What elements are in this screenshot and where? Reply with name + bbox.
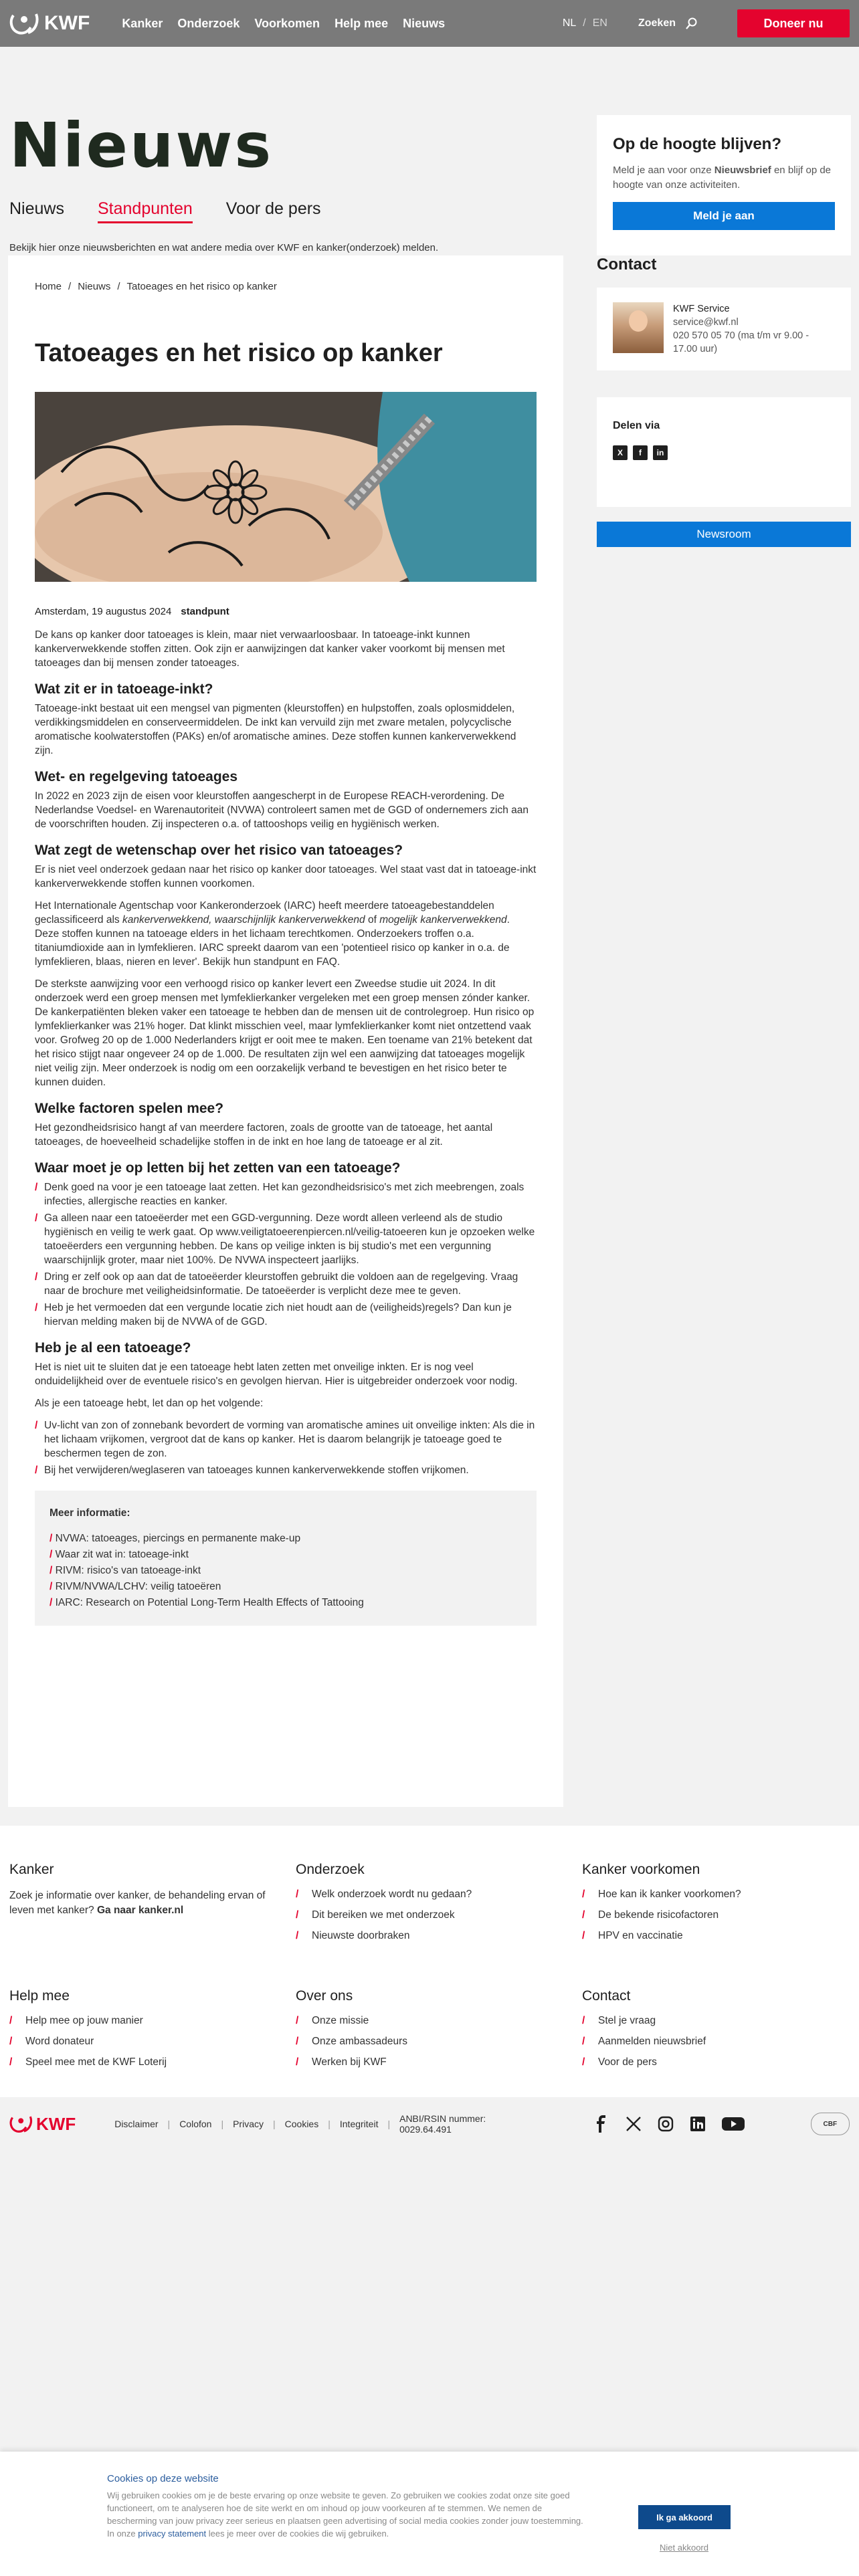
more-info-item <box>50 1531 522 1547</box>
cookie-text <box>107 2489 589 2540</box>
footer <box>0 1826 859 2097</box>
link-privacy[interactable]: Privacy <box>233 2119 264 2129</box>
more-info-link[interactable]: tatoeages, piercings en permanente make-up <box>92 1533 301 1544</box>
text-italic: mogelijk kankerverwekkend <box>379 914 507 926</box>
list-item: / Denk goed na voor je een tatoeage laat zetten. Het kan gezondheidsrisico's met zich meebrengen, zoals infecties, allergische reacties en kanker. <box>35 1180 537 1208</box>
list-heb-je <box>35 1418 537 1477</box>
list-item <box>35 1211 537 1267</box>
link-nvwa-inspecteert[interactable]: De NVWA inspecteert jaarlijks <box>219 1255 357 1266</box>
text: of de <box>212 1316 242 1327</box>
lang-en[interactable]: EN <box>592 17 607 29</box>
text-italic: kankerverwekkend, waarschijnlijk kankerverwekkend <box>122 914 365 926</box>
footer-col-onderzoek <box>296 1862 582 1951</box>
newsletter-link[interactable]: Nieuwsbrief <box>714 165 771 176</box>
newsletter-text-post: en blijf op de hoogte van onze activiteiten. <box>613 165 832 191</box>
footer-heading: Help mee <box>9 1988 70 2004</box>
footer-link[interactable]: / Onze ambassadeurs <box>296 2036 582 2048</box>
more-info-label: NVWA: <box>55 1533 92 1544</box>
kwf-logo-icon <box>9 10 40 37</box>
lang-separator: / <box>583 17 586 29</box>
article-title: Tatoeages en het risico op kanker <box>35 339 443 367</box>
footer-heading: Contact <box>582 1988 631 2004</box>
separator: | <box>387 2119 391 2129</box>
link-kanker-nl[interactable]: Ga naar kanker.nl <box>96 1905 184 1916</box>
text: Ga alleen naar een tatoeëerder met een GGD-vergunning. Deze wordt alleen verleend als de studio hygiënisch en veilig te werk gaat. Op <box>44 1212 502 1238</box>
breadcrumb <box>35 281 537 292</box>
contact-title: Contact <box>597 255 657 274</box>
donate-button[interactable]: Doneer nu <box>737 9 850 37</box>
contact-details <box>673 302 835 356</box>
more-info-title: Meer informatie: <box>50 1507 130 1519</box>
kwf-logo-icon <box>9 2113 33 2135</box>
paragraph-heb-je: Het is niet uit te sluiten dat je een tatoeage hebt laten zetten met onveilige inkten. Er is nog veel onduidelijkheid over de eventuele risico's en gevolgen hiervan. Hier is uitgebreider onderzoek voor nodig. <box>35 1362 518 1387</box>
footer-link[interactable]: / Speel mee met de KWF Loterij <box>9 2056 296 2068</box>
kwf-logo[interactable] <box>9 10 90 37</box>
more-info-item <box>50 1579 522 1595</box>
footer-link[interactable]: / Werken bij KWF <box>296 2056 582 2068</box>
text: uit 2024. In dit onderzoek werd een groep mensen met lymfeklierkanker vergeleken met een groep mensen zónder kanker. De kankerpatiënten bleken vaker een tatoeage te hebben dan de mensen uit de controlegroep. Hun risico op lymfeklierkanker was 21% hoger. Dat klinkt misschien veel, maar lymfeklierkanker komt niet ontzettend vaak voor. Grofweg 20 op de 1.000 Nederlanders krijgt er ooit mee te maken. Een toename van 21% betekent dat het risico stijgt naar ongeveer 24 op de 1.000. De resultaten zijn wel een aanwijzing dat tatoeages mogelijk niet veilig zijn. Meer onderzoek is nodig om een oorzakelijk verband te bevestigen en het risico beter te kunnen duiden. <box>35 978 535 1088</box>
link-titaniumdioxide[interactable]: titaniumdioxide aan in lymfeklieren <box>35 942 193 954</box>
language-switch <box>563 17 607 29</box>
footer-col-contact <box>582 1988 850 2077</box>
text: Het Internationale Agentschap voor Kankeronderzoek (IARC) heeft meerdere tatoeagebestanddelen geclassificeerd als <box>35 900 494 926</box>
article <box>8 255 563 1807</box>
newsletter-text <box>613 163 835 193</box>
footer-col-voorkomen <box>582 1862 850 1951</box>
more-info-item <box>50 1547 522 1563</box>
kwf-logo-footer[interactable] <box>9 2113 76 2135</box>
footer-link[interactable]: / Hoe kan ik kanker voorkomen? <box>582 1889 850 1901</box>
top-navigation <box>0 0 859 47</box>
nav-item-voorkomen[interactable]: Voorkomen <box>254 16 320 30</box>
slash-icon: / <box>50 1565 56 1576</box>
share-buttons <box>613 445 835 460</box>
slash-icon: / <box>50 1597 56 1608</box>
footer-col-kanker <box>9 1862 296 1951</box>
link-standpunt-faq[interactable]: standpunt en FAQ <box>253 956 337 968</box>
search-label: Zoeken <box>638 17 676 29</box>
article-body <box>35 628 537 1626</box>
text: kun je opzoeken welke tatoeëerders een vergunning hebben. De kans op veilige inkten is bij studio's met een vergunning waarschijnlijk groter, maar niet 100%. <box>44 1226 535 1266</box>
link-colofon[interactable]: Colofon <box>179 2119 212 2129</box>
more-info-item <box>50 1595 522 1611</box>
paragraph-wetenschap: Er is niet veel onderzoek gedaan naar het risico op kanker door tatoeages. Wel staat vast dat in tatoeage-inkt kankerverwekkende stoffen kunnen voorkomen. <box>35 864 537 889</box>
footer-link[interactable]: / Word donateur <box>9 2036 296 2048</box>
more-info-label: RIVM/NVWA/LCHV: <box>55 1581 151 1592</box>
heading-inkt: Wat zit er in tatoeage-inkt? <box>35 681 213 697</box>
cookie-title: Cookies op deze website <box>107 2473 219 2484</box>
linkedin-icon[interactable]: in <box>653 445 668 460</box>
cookie-accept-button[interactable]: Ik ga akkoord <box>638 2505 731 2529</box>
text: . <box>264 1316 268 1327</box>
paragraph-zweedse-studie <box>35 977 537 1089</box>
text: . IARC spreekt daarom van een 'potentieel risico op kanker in o.a. de lymfeklieren, blaas, nieren en lever'. Bekijk hun <box>35 942 510 968</box>
sidebar <box>597 255 851 547</box>
newsroom-button[interactable]: Newsroom <box>597 522 851 547</box>
tab-voor-de-pers[interactable]: Voor de pers <box>225 199 321 218</box>
tab-nieuws[interactable]: Nieuws <box>9 199 64 218</box>
link-disclaimer[interactable]: Disclaimer <box>114 2119 159 2129</box>
news-tabs <box>9 199 321 223</box>
contact-email[interactable]: service@kwf.nl <box>673 317 739 328</box>
paragraph-iarc <box>35 899 537 969</box>
more-info-item <box>50 1563 522 1579</box>
newsletter-text-pre: Meld je aan voor onze <box>613 165 714 176</box>
logo-text: KWF <box>44 12 90 34</box>
newsletter-box <box>597 115 851 255</box>
text: Heb je het vermoeden dat een vergunde locatie zich niet houdt aan de (veiligheids)regels? Dan kun je hiervan melding maken bij de <box>44 1302 512 1327</box>
text: . De <box>485 790 504 802</box>
footer-col-help-mee <box>9 1988 296 2077</box>
heading-wetgeving: Wet- en regelgeving tatoeages <box>35 769 238 784</box>
nav-item-onderzoek[interactable]: Onderzoek <box>177 16 240 30</box>
footer-link[interactable]: / Nieuwste doorbraken <box>296 1930 582 1942</box>
newsletter-title: Op de hoogte blijven? <box>613 135 781 153</box>
text: De sterkste aanwijzing voor een verhoogd risico op kanker levert een <box>35 978 355 990</box>
text: Wij gebruiken cookies om je de beste ervaring op onze website te geven. Zo gebruiken we cookies zodat onze site goed functioneert, om te analyseren hoe de site werkt en om inhoud op jouw voorkeuren af te stemmen. We nemen de bescherming van jouw privacy zeer serieus en plaatsen geen advertising of social media cookies zonder jouw toestemming. In onze <box>107 2490 583 2539</box>
paragraph-inkt: Tatoeage-inkt bestaat uit een mengsel van pigmenten (kleurstoffen) en hulpstoffen, zoals oplosmiddelen, verdikkingsmiddelen en conserveermiddelen. De inkt kan vervuild zijn met zware metalen, polycyclische aromatische koolwaterstoffen (PAKs) en/of aromatische amines. Deze stoffen kunnen kankerverwekkend zijn. <box>35 703 516 756</box>
link-ggd[interactable]: GGD <box>241 1316 265 1327</box>
footer-text <box>9 1889 277 1918</box>
nav-item-help-mee[interactable]: Help mee <box>335 16 389 30</box>
bottom-bar <box>0 2097 859 2151</box>
hero <box>0 47 859 253</box>
text: lees je meer over de cookies die wij gebruiken. <box>206 2529 389 2539</box>
breadcrumb-separator: / <box>68 281 72 292</box>
text: Zoek je informatie over kanker, de behandeling ervan of leven met kanker? <box>9 1890 266 1916</box>
more-info-label: RIVM: <box>55 1565 87 1576</box>
more-info-link[interactable]: tatoeage-inkt <box>128 1549 189 1560</box>
x-icon[interactable]: X <box>613 445 628 460</box>
cbf-badge: CBF <box>811 2113 850 2135</box>
youtube-icon[interactable] <box>721 2115 745 2133</box>
search-button[interactable] <box>638 17 698 30</box>
tattoo-illustration <box>35 392 537 582</box>
avatar <box>613 302 664 353</box>
footer-link[interactable]: / Stel je vraag <box>582 2015 850 2027</box>
heading-heb-je: Heb je al een tatoeage? <box>35 1340 191 1356</box>
article-meta <box>35 606 537 617</box>
article-lead: De kans op kanker door tatoeages is klein, maar niet verwaarloosbaar. In tatoeage-inkt kunnen kankerverwekkende stoffen zitten. Ook zijn er aanwijzingen dat kanker vaker voorkomt bij mensen met tatoeages dan bij mensen zonder tatoeages. <box>35 629 505 669</box>
list-item: / Bij het verwijderen/weglaseren van tatoeages kunnen kankerverwekkende stoffen vrijkomen. <box>35 1463 537 1477</box>
logo-text: KWF <box>36 2113 76 2134</box>
link-privacy-statement[interactable]: privacy statement <box>138 2529 207 2539</box>
footer-link[interactable]: / Welk onderzoek wordt nu gedaan? <box>296 1889 582 1901</box>
footer-link[interactable]: / Aanmelden nieuwsbrief <box>582 2036 850 2048</box>
linkedin-icon[interactable] <box>689 2115 706 2133</box>
link-veilig-tatoeeren[interactable]: www.veiligtatoeerenpiercen.nl/veilig-tatoeeren <box>215 1226 427 1238</box>
contact-card <box>597 288 851 370</box>
footer-heading: Kanker <box>9 1862 54 1877</box>
footer-link[interactable]: / HPV en vaccinatie <box>582 1930 850 1942</box>
more-info-label: IARC: <box>55 1597 86 1608</box>
link-nvwa[interactable]: NVWA <box>181 1316 212 1327</box>
link-reach[interactable]: Europese REACH-verordening <box>343 790 486 802</box>
link-zweedse-studie[interactable]: Zweedse studie <box>355 978 427 990</box>
subscribe-button[interactable]: Meld je aan <box>613 202 835 230</box>
footer-link[interactable]: / Voor de pers <box>582 2056 850 2068</box>
list-letten <box>35 1180 537 1329</box>
share-title: Delen via <box>613 420 660 431</box>
search-icon <box>685 17 698 30</box>
nav-item-nieuws[interactable]: Nieuws <box>403 16 446 30</box>
nav-item-kanker[interactable]: Kanker <box>122 16 163 30</box>
main-nav <box>122 17 445 31</box>
more-info-label: Waar zit wat in: <box>55 1549 129 1560</box>
lang-nl[interactable]: NL <box>562 17 577 29</box>
link-integriteit[interactable]: Integriteit <box>339 2119 379 2129</box>
facebook-icon[interactable]: f <box>633 445 648 460</box>
list-item <box>35 1301 537 1329</box>
slash-icon: / <box>50 1581 56 1592</box>
separator: | <box>221 2119 224 2129</box>
heading-factoren: Welke factoren spelen mee? <box>35 1101 224 1116</box>
footer-heading: Kanker voorkomen <box>582 1862 700 1877</box>
breadcrumb-current: Tatoeages en het risico op kanker <box>126 281 277 292</box>
text: . <box>356 1255 359 1266</box>
paragraph-wetgeving <box>35 789 537 831</box>
contact-person <box>613 302 835 356</box>
article-date: Amsterdam, 19 augustus 2024 <box>35 606 172 617</box>
page-title: Nieuws <box>9 110 274 181</box>
social-links <box>593 2115 745 2133</box>
text: . <box>337 956 341 968</box>
footer-heading: Over ons <box>296 1988 353 2004</box>
list-item: / Uv-licht van zon of zonnebank bevordert de vorming van aromatische amines uit onveilige inkten: Als die in het lichaam vrijkomen, vergroot dat de kans op kanker. Het is daarom belangrijk je tatoeage goed te beschermen tegen de zon. <box>35 1418 537 1461</box>
instagram-icon[interactable] <box>657 2115 674 2133</box>
share-card <box>597 397 851 507</box>
separator: | <box>167 2119 171 2129</box>
footer-grid <box>9 1862 852 2077</box>
separator: | <box>328 2119 330 2129</box>
slash-icon: / <box>50 1533 56 1544</box>
intro-text: Bekijk hier onze nieuwsberichten en wat andere media over KWF en kanker(onderzoek) melden. <box>9 242 439 253</box>
facebook-icon[interactable] <box>593 2115 610 2133</box>
heading-letten: Waar moet je op letten bij het zetten van een tatoeage? <box>35 1160 401 1176</box>
slash-icon: / <box>50 1549 56 1560</box>
contact-phone: 020 570 05 70 (ma t/m vr 9.00 - 17.00 uur) <box>673 330 809 354</box>
text: . Deze stoffen kunnen na tatoeage elders in het lichaam terechtkomen. Onderzoekers troffen o.a. <box>35 914 510 940</box>
link-nvwa[interactable]: Nederlandse Voedsel- en Warenautoriteit <box>35 804 224 816</box>
breadcrumb-separator: / <box>117 281 120 292</box>
heading-wetenschap: Wat zegt de wetenschap over het risico van tatoeages? <box>35 843 403 858</box>
paragraph-let-op: Als je een tatoeage hebt, let dan op het volgende: <box>35 1398 264 1409</box>
cookie-banner <box>0 2452 859 2576</box>
paragraph-factoren: Het gezondheidsrisico hangt af van meerdere factoren, zoals de grootte van de tatoeage, het aantal tatoeages, de hoeveelheid schadelijke stoffen in de inkt en hoe lang de tatoeage er al zit. <box>35 1122 493 1148</box>
tab-standpunten[interactable]: Standpunten <box>98 199 193 223</box>
footer-link[interactable]: / Dit bereiken we met onderzoek <box>296 1909 582 1921</box>
breadcrumb-home[interactable]: Home <box>35 281 62 292</box>
list-item: / Dring er zelf ook op aan dat de tatoeëerder kleurstoffen gebruikt die voldoen aan de regelgeving. Vraag naar de brochure met veiligheidsinformatie. De tatoeëerder is verplicht deze mee te geven. <box>35 1270 537 1298</box>
more-info-link[interactable]: veilig tatoeëren <box>151 1581 221 1592</box>
article-image-tattoo <box>35 392 537 582</box>
separator: | <box>273 2119 276 2129</box>
anbi-number: ANBI/RSIN nummer: 0029.64.491 <box>399 2113 486 2135</box>
text: In 2022 en 2023 zijn de eisen voor kleurstoffen aangescherpt in de <box>35 790 344 802</box>
footer-link[interactable]: / Help mee op jouw manier <box>9 2015 296 2027</box>
link-cookies[interactable]: Cookies <box>284 2119 319 2129</box>
text: (NVWA) controleert samen met de GGD of ondernemers zich aan de voorschriften houden. Zij inspecteren o.a. of tattooshops veilig en hygiënisch werken. <box>35 804 529 830</box>
x-icon[interactable] <box>625 2115 642 2133</box>
more-info-link[interactable]: Research on Potential Long-Term Health Effects of Tattooing <box>86 1597 364 1608</box>
more-info-link[interactable]: risico's van tatoeage-inkt <box>87 1565 201 1576</box>
legal-links <box>114 2113 528 2135</box>
cookie-decline-link[interactable]: Niet akkoord <box>660 2543 708 2553</box>
article-tag: standpunt <box>181 606 229 617</box>
contact-name: KWF Service <box>673 304 730 314</box>
breadcrumb-nieuws[interactable]: Nieuws <box>78 281 111 292</box>
text: of <box>365 914 380 926</box>
footer-link[interactable]: / Onze missie <box>296 2015 582 2027</box>
footer-heading: Onderzoek <box>296 1862 365 1877</box>
footer-link[interactable]: / De bekende risicofactoren <box>582 1909 850 1921</box>
footer-col-over-ons <box>296 1988 582 2077</box>
more-info-box <box>35 1491 537 1626</box>
